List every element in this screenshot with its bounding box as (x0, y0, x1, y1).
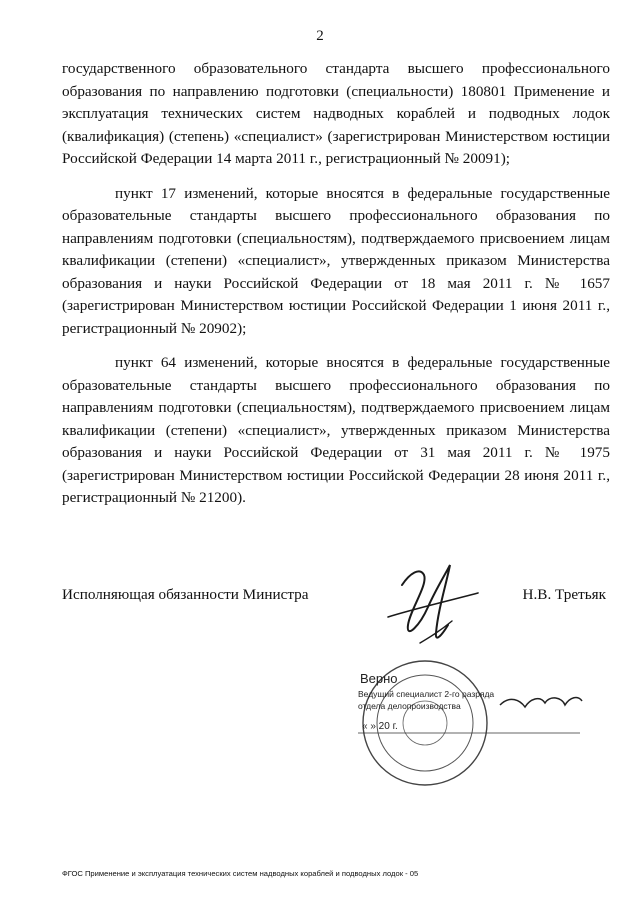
paragraph-2: пункт 17 изменений, которые вносятся в федеральные государственные образовательные стандарты высшего профессионального образования по направлениям подготовки (специальностям), подтверждаемого присвоением лицам квалификации (степени) «специалист», утвержденных приказом Министерства образования и науки Российской Федерации от 18 мая 2011 г. № 1657 (зарегистрирован Министерством юстиции Российской Федерации 1 июня 2011 г., регистрационный № 20902); (62, 184, 610, 337)
signer-name: Н.В. Третьяк (522, 586, 606, 603)
stamp-department-line: отдела делопроизводства (358, 701, 461, 711)
page-number: 2 (316, 28, 324, 44)
stamp-verno-label: Верно (360, 671, 398, 686)
signature-line (62, 586, 610, 608)
stamp-date-line: « » 20 г. (362, 721, 398, 732)
paragraph-1: государственного образовательного стандарта высшего профессионального образования по направлению подготовки (специальности) 180801 Применение и эксплуатация технических систем надводных кораблей и подводных лодок (квалификация) (степень) «специалист» (зарегистрирован Министерством юстиции Российской Федерации 14 марта 2011 г., регистрационный № 20091); (62, 60, 610, 167)
stamp-position-line: Ведущий специалист 2-го разряда (358, 689, 495, 699)
certification-stamp (340, 655, 630, 795)
paragraph-3: пункт 64 изменений, которые вносятся в федеральные государственные образовательные стандарты высшего профессионального образования по направлениям подготовки (специальностям), подтверждаемого присвоением лицам квалификации (степени) «специалист», утвержденных приказом Министерства образования и науки Российской Федерации от 31 мая 2011 г. № 1975 (зарегистрирован Министерством юстиции Российской Федерации 28 июня 2011 г., регистрационный № 21200). (62, 354, 610, 506)
page-footer: ФГОС Применение и эксплуатация технических систем надводных кораблей и подводных лодок - 05 (62, 869, 419, 878)
signer-title: Исполняющая обязанности Министра (62, 586, 309, 603)
document-body (62, 58, 610, 510)
